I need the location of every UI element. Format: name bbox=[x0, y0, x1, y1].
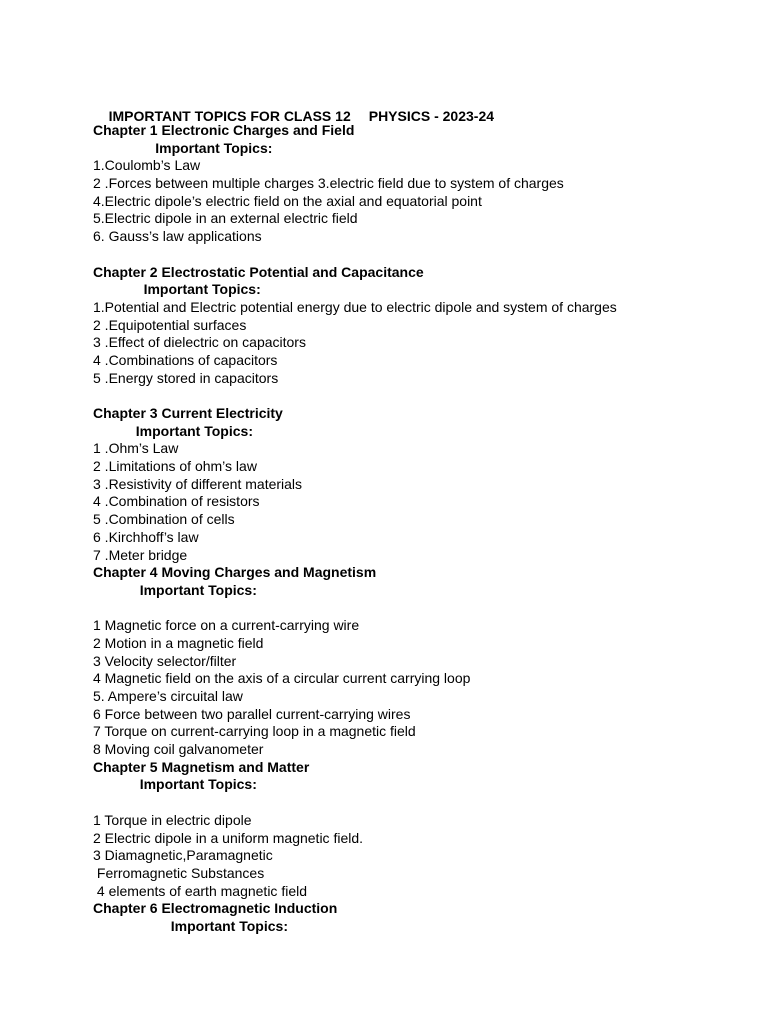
chapter-block bbox=[93, 564, 733, 759]
chapter-block bbox=[93, 405, 733, 564]
topic-item: 2 .Limitations of ohm’s law bbox=[93, 458, 257, 475]
topic-item: 3 Velocity selector/filter bbox=[93, 652, 237, 669]
chapter-block bbox=[93, 900, 733, 935]
chapter-list bbox=[93, 122, 733, 936]
indent bbox=[93, 582, 140, 598]
topic-item: 4.Electric dipole’s electric field on the axial and equatorial point bbox=[93, 192, 482, 209]
topic-item: 6 Force between two parallel current-carrying wires bbox=[93, 705, 411, 722]
topic-item: 5 .Combination of cells bbox=[93, 511, 235, 528]
chapter-heading: Chapter 1 Electronic Charges and Field bbox=[93, 122, 355, 138]
topic-item: 3 .Effect of dielectric on capacitors bbox=[93, 334, 306, 351]
important-topics-label bbox=[93, 281, 733, 299]
topic-item: 5. Ampere’s circuital law bbox=[93, 688, 243, 704]
title-left: IMPORTANT TOPICS FOR CLASS 12 bbox=[108, 108, 351, 124]
indent bbox=[93, 281, 144, 297]
important-topics-text: Important Topics: bbox=[135, 422, 253, 439]
topic-item: 4 .Combination of resistors bbox=[93, 493, 260, 510]
topic-item: 2 Motion in a magnetic field bbox=[93, 634, 264, 651]
indent bbox=[93, 140, 155, 156]
important-topics-text: Important Topics: bbox=[155, 139, 273, 156]
topic-item: 4 Magnetic field on the axis of a circular current carrying loop bbox=[93, 670, 471, 687]
chapter-heading: Chapter 6 Electromagnetic Induction bbox=[93, 900, 338, 917]
indent bbox=[93, 423, 136, 439]
important-topics-text: Important Topics: bbox=[143, 281, 261, 298]
spacer bbox=[93, 246, 733, 264]
topic-item: 3 .Resistivity of different materials bbox=[93, 475, 303, 492]
important-topics-label bbox=[93, 423, 733, 441]
important-topics-text: Important Topics: bbox=[170, 917, 288, 934]
indent bbox=[93, 918, 171, 934]
topic-item: 1.Coulomb’s Law bbox=[93, 157, 201, 174]
important-topics-text: Important Topics: bbox=[139, 581, 257, 598]
chapter-heading: Chapter 5 Magnetism and Matter bbox=[93, 758, 310, 775]
topic-item: 1 Magnetic force on a current-carrying wire bbox=[93, 617, 360, 634]
important-topics-label bbox=[93, 140, 733, 158]
topic-item: 1.Potential and Electric potential energy due to electric dipole and system of charges bbox=[93, 298, 617, 315]
chapter-block bbox=[93, 759, 733, 901]
chapter-heading: Chapter 3 Current Electricity bbox=[93, 405, 283, 421]
important-topics-label bbox=[93, 918, 733, 936]
title-subject: PHYSICS - 2023-24 bbox=[368, 108, 495, 124]
topic-item: 4 elements of earth magnetic field bbox=[93, 882, 308, 899]
chapter-heading: Chapter 4 Moving Charges and Magnetism bbox=[93, 564, 377, 581]
topic-item: 5.Electric dipole in an external electric field bbox=[93, 210, 358, 227]
topic-item: 4 .Combinations of capacitors bbox=[93, 351, 278, 368]
chapter-heading: Chapter 2 Electrostatic Potential and Capacitance bbox=[93, 263, 424, 280]
chapter-block bbox=[93, 122, 733, 264]
topic-item: 2 .Forces between multiple charges 3.electric field due to system of charges bbox=[93, 175, 564, 192]
document-title bbox=[93, 86, 733, 124]
chapter-block bbox=[93, 264, 733, 406]
spacer bbox=[93, 387, 733, 405]
topic-item: 5 .Energy stored in capacitors bbox=[93, 369, 279, 386]
spacer bbox=[93, 600, 733, 618]
document-page bbox=[93, 86, 733, 936]
topic-item: 6. Gauss’s law applications bbox=[93, 228, 262, 245]
topic-item: 2 Electric dipole in a uniform magnetic field. bbox=[93, 829, 364, 846]
important-topics-text: Important Topics: bbox=[139, 776, 257, 793]
topic-item: 1 .Ohm’s Law bbox=[93, 440, 179, 457]
topic-item: 6 .Kirchhoff’s law bbox=[93, 528, 199, 545]
topic-item: 8 Moving coil galvanometer bbox=[93, 741, 264, 758]
topic-item: 1 Torque in electric dipole bbox=[93, 811, 252, 828]
topic-item: Ferromagnetic Substances bbox=[93, 864, 265, 881]
indent bbox=[93, 776, 140, 792]
spacer bbox=[93, 794, 733, 812]
topic-item: 7 .Meter bridge bbox=[93, 546, 188, 563]
topic-item: 2 .Equipotential surfaces bbox=[93, 316, 247, 333]
topic-item: 7 Torque on current-carrying loop in a magnetic field bbox=[93, 723, 416, 740]
important-topics-label bbox=[93, 582, 733, 600]
important-topics-label bbox=[93, 776, 733, 794]
topic-item: 3 Diamagnetic,Paramagnetic bbox=[93, 847, 273, 864]
